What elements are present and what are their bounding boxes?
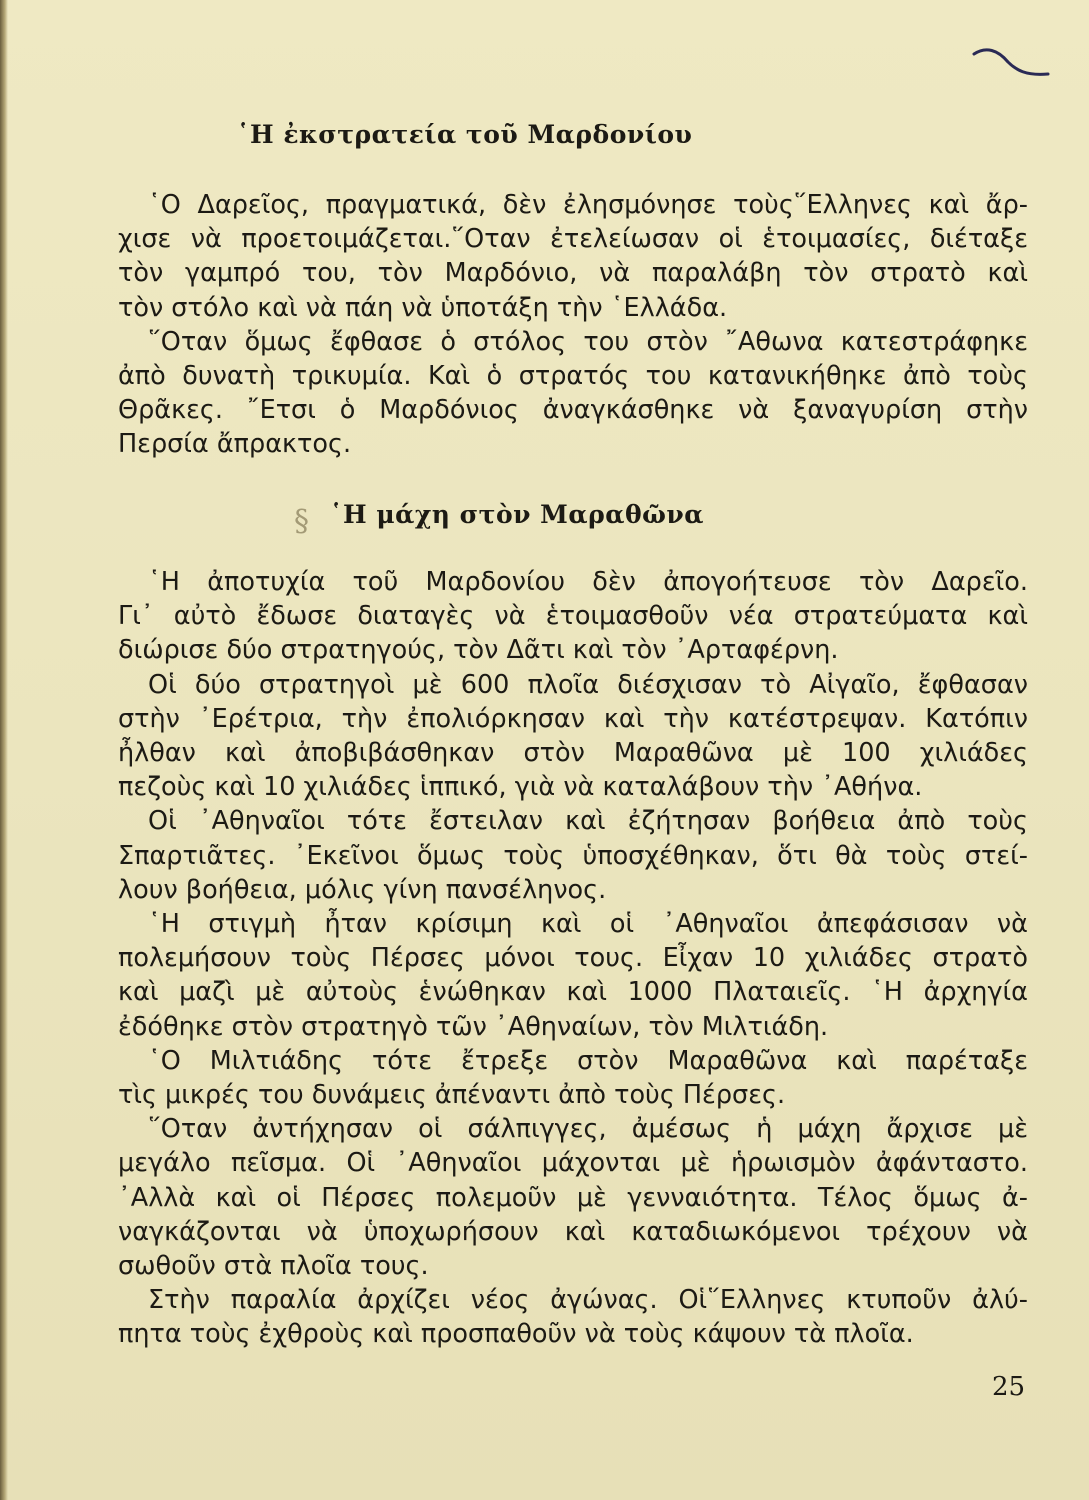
text-line: τὶς μικρές του δυνάμεις ἀπέναντι ἀπὸ τοὺς Πέρσες.	[118, 1080, 786, 1111]
text-line: Οἱ ᾽Αθηναῖοι τότε ἔστειλαν καὶ ἐζήτησαν βοήθεια ἀπὸ τοὺς	[148, 806, 1028, 837]
text-line: Οἱ δύο στρατηγοὶ μὲ 600 πλοῖα διέσχισαν τὸ Αἰγαῖο, ἔφθασαν	[148, 669, 1028, 700]
text-line: Σπαρτιᾶτες. ᾽Εκεῖνοι ὅμως τοὺς ὑποσχέθηκαν, ὅτι θὰ τοὺς στεί-	[118, 840, 1028, 871]
page-number: 25	[992, 1372, 1026, 1402]
text-line: λουν βοήθεια, μόλις γίνη πανσέληνος.	[118, 874, 607, 905]
text-line: Θρᾶκες. ῎Ετσι ὁ Μαρδόνιος ἀναγκάσθηκε νὰ ξαναγυρίση στὴν	[118, 395, 1028, 426]
binding-edge	[0, 0, 8, 1500]
text-line: πολεμήσουν τοὺς Πέρσες μόνοι τους. Εἶχαν 10 χιλιάδες στρατὸ	[118, 943, 1028, 974]
text-line: καὶ μαζὶ μὲ αὐτοὺς ἑνώθηκαν καὶ 1000 Πλαταιεῖς. ῾Η ἀρχηγία	[118, 977, 1028, 1008]
margin-section-mark: §	[294, 504, 309, 539]
section-body-marathon	[118, 565, 1028, 1352]
text-line: ῞Οταν ὅμως ἔφθασε ὁ στόλος του στὸν ῎Αθωνα κατεστράφηκε	[148, 326, 1028, 357]
text-line: στὴν ᾽Ερέτρια, τὴν ἐπολιόρκησαν καὶ τὴν κατέστρεψαν. Κατόπιν	[118, 703, 1028, 734]
text-line: μεγάλο πεῖσμα. Οἱ ᾽Αθηναῖοι μάχονται μὲ ἡρωισμὸν ἀφάνταστο.	[118, 1148, 1028, 1179]
text-line: πεζοὺς καὶ 10 χιλιάδες ἱππικό, γιὰ νὰ καταλάβουν τὴν ᾽Αθήνα.	[118, 772, 923, 803]
section-body-mardonius	[118, 188, 1028, 462]
text-line: ἀπὸ δυνατὴ τρικυμία. Καὶ ὁ στρατός του κατανικήθηκε ἀπὸ τοὺς	[118, 361, 1028, 392]
text-line: ἐδόθηκε στὸν στρατηγὸ τῶν ᾽Αθηναίων, τὸν Μιλτιάδη.	[118, 1011, 829, 1042]
section-title-marathon: ῾Η μάχη στὸν Μαραθῶνα	[330, 500, 705, 529]
text-line: πητα τοὺς ἐχθροὺς καὶ προσπαθοῦν νὰ τοὺς κάψουν τὰ πλοῖα.	[118, 1319, 914, 1350]
text-line: Περσία ἄπρακτος.	[118, 429, 352, 460]
text-line: χισε νὰ προετοιμάζεται.῞Οταν ἐτελείωσαν οἱ ἑτοιμασίες, διέταξε	[118, 224, 1028, 255]
text-line: διώρισε δύο στρατηγούς, τὸν Δᾶτι καὶ τὸν ᾽Αρταφέρνη.	[118, 635, 839, 666]
text-line: ῾Ο Δαρεῖος, πραγματικά, δὲν ἐλησμόνησε τοὺς῞Ελληνες καὶ ἄρ-	[148, 190, 1028, 220]
text-line: ῞Οταν ἀντήχησαν οἱ σάλπιγγες, ἀμέσως ἡ μάχη ἄρχισε μὲ	[148, 1114, 1028, 1145]
text-line: τὸν στόλο καὶ νὰ πάη νὰ ὑποτάξη τὴν ῾Ελλάδα.	[118, 292, 728, 323]
text-line: ναγκάζονται νὰ ὑποχωρήσουν καὶ καταδιωκόμενοι τρέχουν νὰ	[118, 1216, 1028, 1247]
text-line: Στὴν παραλία ἀρχίζει νέος ἀγώνας. Οἱ῞Ελληνες κτυποῦν ἀλύ-	[148, 1285, 1028, 1316]
text-line: τὸν γαμπρό του, τὸν Μαρδόνιο, νὰ παραλάβη τὸν στρατὸ καὶ	[118, 258, 1028, 289]
text-line: ῾Η στιγμὴ ἦταν κρίσιμη καὶ οἱ ᾽Αθηναῖοι ἀπεφάσισαν νὰ	[148, 909, 1028, 940]
text-line: ῾Η ἀποτυχία τοῦ Μαρδονίου δὲν ἀπογοήτευσε τὸν Δαρεῖο.	[148, 567, 1028, 597]
text-line: ἦλθαν καὶ ἀποβιβάσθηκαν στὸν Μαραθῶνα μὲ 100 χιλιάδες	[118, 738, 1028, 769]
text-line: Γι᾽ αὐτὸ ἔδωσε διαταγὲς νὰ ἑτοιμασθοῦν νέα στρατεύματα καὶ	[118, 601, 1028, 632]
text-line: ᾽Αλλὰ καὶ οἱ Πέρσες πολεμοῦν μὲ γενναιότητα. Τέλος ὅμως ἀ-	[118, 1182, 1028, 1213]
section-title-mardonius: ῾Η ἐκστρατεία τοῦ Μαρδονίου	[237, 120, 693, 149]
text-line: σωθοῦν στὰ πλοῖα τους.	[118, 1251, 429, 1282]
pencil-stroke-mark	[968, 40, 1058, 85]
text-line: ῾Ο Μιλτιάδης τότε ἔτρεξε στὸν Μαραθῶνα καὶ παρέταξε	[148, 1045, 1028, 1076]
